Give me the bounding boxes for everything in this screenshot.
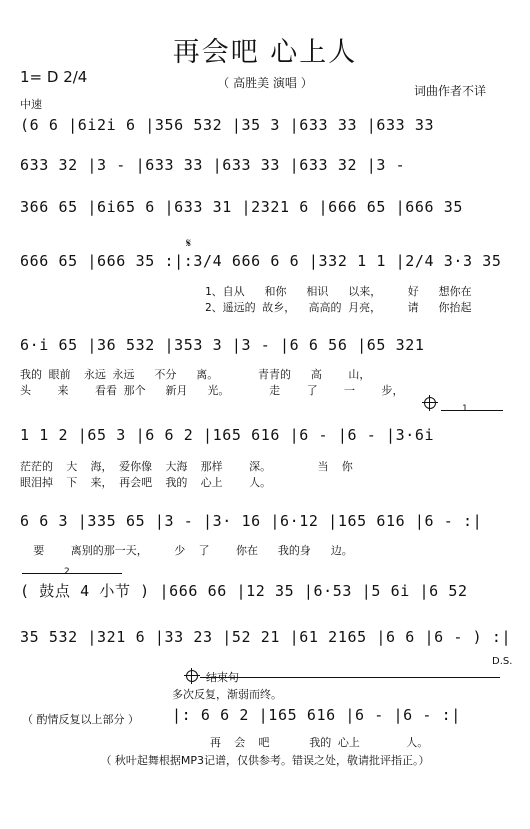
lyric-line-d: 要 离别的那一天， 少 了 你在 我的身 边。 bbox=[20, 544, 353, 557]
singer-credit: （ 高胜美 演唱 ） bbox=[217, 76, 313, 90]
ending-note: 多次反复，渐弱而终。 bbox=[172, 688, 282, 701]
score-line-8: ( 鼓点 4 小节 ) |666 66 |12 35 |6·53 |5 6i |6 52 bbox=[20, 582, 468, 600]
score-line-5: 6·i 65 |36 532 |353 3 |3 - |6 6 56 |65 321 bbox=[20, 336, 425, 354]
tempo-marking: 中速 bbox=[20, 98, 42, 111]
volta-2-bracket bbox=[22, 573, 122, 574]
score-line-7: 6 6 3 |335 65 |3 - |3· 16 |6·12 |165 616 |6 - :| bbox=[20, 512, 483, 530]
score-line-9: 35 532 |321 6 |33 23 |52 21 |61 2165 |6 6 |6 - ) :| bbox=[20, 628, 512, 646]
lyric-verse-1a: 1、自从 和你 相识 以来， 好 想你在 bbox=[205, 285, 472, 298]
footer-note: （ 秋叶起舞根据MP3记谱，仅供参考。错误之处，敬请批评指正。） bbox=[100, 754, 430, 767]
repeat-note: （ 酌情反复以上部分 ） bbox=[22, 713, 139, 726]
volta-1-label: 1 bbox=[462, 404, 468, 414]
score-line-10: |: 6 6 2 |165 616 |6 - |6 - :| bbox=[172, 706, 461, 724]
key-signature: 1= D 2/4 bbox=[20, 68, 88, 86]
score-line-1: (6 6 |6i2i 6 |356 532 |35 3 |633 33 |633 33 bbox=[20, 116, 435, 134]
lyric-ending: 再 会 吧 我的 心上 人。 bbox=[210, 736, 429, 749]
volta-1-bracket bbox=[441, 410, 503, 411]
score-line-3: 366 65 |6i65 6 |633 31 |2321 6 |666 65 |666 35 bbox=[20, 198, 464, 216]
volta-2-label: 2 bbox=[64, 567, 70, 577]
ds-marking: D.S. bbox=[492, 656, 513, 667]
score-line-4: 666 65 |666 35 :|:3/4 666 6 6 |332 1 1 |2/4 3·3 35 bbox=[20, 252, 502, 270]
lyric-verse-2a: 2、遥远的 故乡， 高高的 月亮， 请 你抬起 bbox=[205, 301, 472, 314]
lyric-verse-2c: 眼泪掉 下 来， 再会吧 我的 心上 人。 bbox=[20, 476, 272, 489]
ending-bracket bbox=[200, 677, 500, 678]
score-line-2: 633 32 |3 - |633 33 |633 33 |633 32 |3 - bbox=[20, 156, 406, 174]
lyric-verse-2b: 头 来 看看 那个 新月 光。 走 了 一 步， bbox=[20, 384, 404, 397]
lyric-verse-1c: 茫茫的 大 海， 爱你像 大海 那样 深。 当 你 bbox=[20, 460, 353, 473]
ending-label: 结束句 bbox=[206, 671, 239, 684]
song-title: 再会吧 心上人 bbox=[172, 37, 358, 68]
coda-icon bbox=[424, 397, 436, 409]
segno-icon: 𝄋 bbox=[186, 236, 192, 250]
composer-credit: 词曲作者不详 bbox=[414, 84, 487, 98]
lyric-verse-1b: 我的 眼前 永远 永远 不分 离。 青青的 高 山， bbox=[20, 368, 371, 381]
coda-icon bbox=[186, 670, 198, 682]
score-line-6: 1 1 2 |65 3 |6 6 2 |165 616 |6 - |6 - |3·6i bbox=[20, 426, 435, 444]
